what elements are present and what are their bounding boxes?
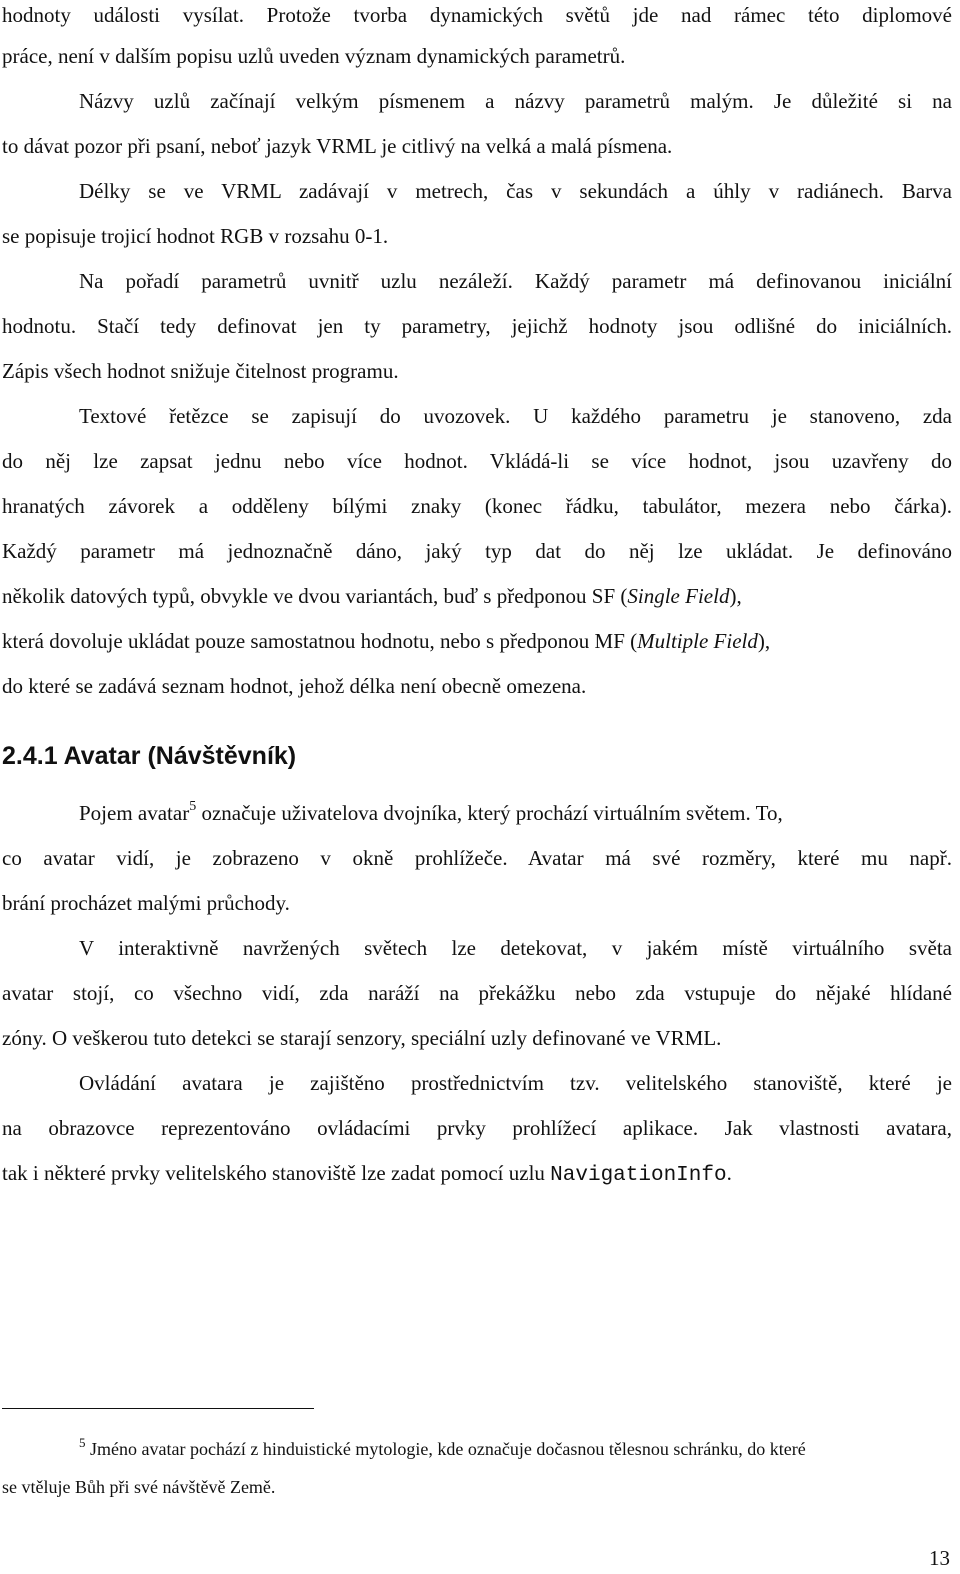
text-line: do které se zadává seznam hodnot, jehož délka není obecně omezena. <box>2 674 587 698</box>
text-line: co avatar vidí, je zobrazeno v okně prohlížeče. Avatar má své rozměry, které mu např. <box>2 846 952 870</box>
text-line: V interaktivně navržených světech lze detekovat, v jakém místě virtuálního světa <box>79 936 952 960</box>
text-line <box>79 798 952 828</box>
footnote-reference: 5 <box>189 799 197 814</box>
text-segment: . <box>726 1161 732 1185</box>
italic-term: Single Field <box>627 584 730 608</box>
footnote-mark: 5 <box>79 1436 86 1450</box>
text-line: Názvy uzlů začínají velkým písmenem a názvy parametrů malým. Je důležité si na <box>79 89 952 113</box>
page-number: 13 <box>929 1546 950 1570</box>
text-line: Ovládání avatara je zajištěno prostřednictvím tzv. velitelského stanoviště, které je <box>79 1071 952 1095</box>
text-segment: tak i některé prvky velitelského stanoviště lze zadat pomocí uzlu <box>2 1161 551 1185</box>
footnote-line <box>79 1436 952 1464</box>
text-line: práce, není v dalším popisu uzlů uveden význam dynamických parametrů. <box>2 44 626 68</box>
text-segment: Pojem avatar <box>79 801 190 825</box>
text-line: Textové řetězce se zapisují do uvozovek. U každého parametru je stanoveno, zda <box>79 404 952 428</box>
text-line: Na pořadí parametrů uvnitř uzlu nezáleží. Každý parametr má definovanou iniciální <box>79 269 952 293</box>
text-line: hodnoty události vysílat. Protože tvorba dynamických světů jde nad rámec této diplomové <box>2 3 952 27</box>
text-line: Délky se ve VRML zadávají v metrech, čas v sekundách a úhly v radiánech. Barva <box>79 179 952 203</box>
text-segment: ), <box>729 584 742 608</box>
text-line: Každý parametr má jednoznačně dáno, jaký typ dat do něj lze ukládat. Je definováno <box>2 539 952 563</box>
text-line: na obrazovce reprezentováno ovládacími prvky prohlížecí aplikace. Jak vlastnosti avatara, <box>2 1116 952 1140</box>
text-segment: ), <box>757 629 771 653</box>
text-segment: několik datových typů, obvykle ve dvou variantách, buď s předponou SF ( <box>2 584 628 608</box>
footnote-line: se vtěluje Bůh při své návštěvě Země. <box>2 1477 276 1497</box>
section-heading: 2.4.1 Avatar (Návštěvník) <box>2 742 297 770</box>
text-line: to dávat pozor při psaní, neboť jazyk VRML je citlivý na velká a malá písmena. <box>2 134 673 158</box>
text-line <box>2 626 952 656</box>
text-line <box>2 581 952 611</box>
text-line: hodnotu. Stačí tedy definovat jen ty parametry, jejichž hodnoty jsou odlišné do iniciálních. <box>2 314 952 338</box>
text-line: avatar stojí, co všechno vidí, zda naráží na překážku nebo zda vstupuje do nějaké hlídané <box>2 981 952 1005</box>
footnote-text: Jméno avatar pochází z hinduistické mytologie, kde označuje dočasnou tělesnou schránku, do které <box>85 1439 806 1459</box>
text-line: brání procházet malými průchody. <box>2 891 290 915</box>
text-line: Zápis všech hodnot snižuje čitelnost programu. <box>2 359 399 383</box>
code-term: NavigationInfo <box>550 1164 727 1187</box>
text-line: do něj lze zapsat jednu nebo více hodnot. Vkládá-li se více hodnot, jsou uzavřeny do <box>2 449 952 473</box>
text-segment: která dovoluje ukládat pouze samostatnou hodnotu, nebo s předponou MF ( <box>2 629 638 653</box>
text-line: zóny. O veškerou tuto detekci se starají senzory, speciální uzly definované ve VRML. <box>2 1026 722 1050</box>
text-line: hranatých závorek a odděleny bílými znaky (konec řádku, tabulátor, mezera nebo čárka). <box>2 494 952 518</box>
text-line <box>2 1158 952 1188</box>
italic-term: Multiple Field <box>637 629 758 653</box>
footnote-divider <box>2 1408 314 1409</box>
text-line: se popisuje trojicí hodnot RGB v rozsahu 0-1. <box>2 224 389 248</box>
text-segment: označuje uživatelova dvojníka, který prochází virtuálním světem. To, <box>196 801 783 825</box>
